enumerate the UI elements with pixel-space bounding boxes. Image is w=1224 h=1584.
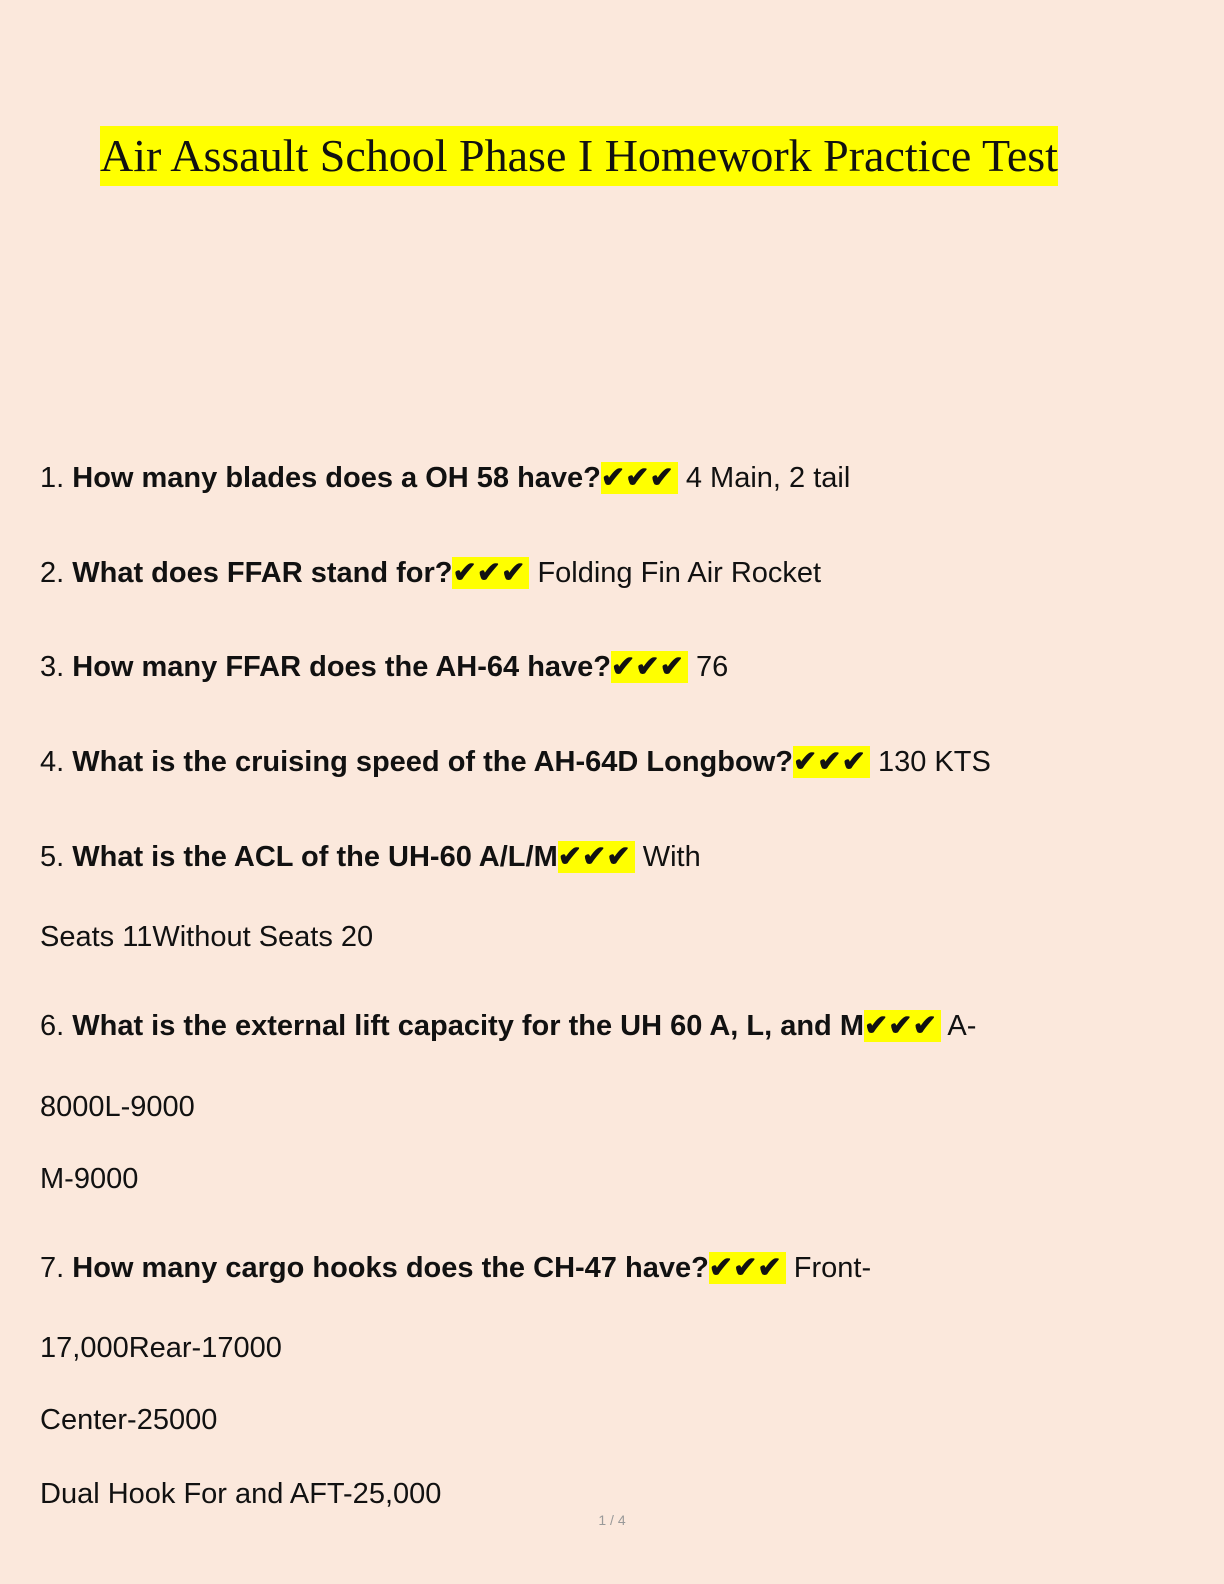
document-title: Air Assault School Phase I Homework Practice Test (100, 126, 1058, 186)
question-number: 4. (40, 746, 65, 778)
question-text: How many FFAR does the AH-64 have? (72, 651, 612, 683)
question-2 (40, 553, 821, 593)
question-text: How many blades does a OH 58 have? (72, 462, 601, 494)
question-4 (40, 742, 991, 782)
question-number: 2. (40, 557, 65, 589)
check-mark-icon: ✔✔✔ (709, 1252, 786, 1284)
answer-continuation: Dual Hook For and AFT-25,000 (40, 1478, 442, 1510)
check-mark-icon: ✔✔✔ (558, 841, 635, 873)
check-mark-icon: ✔✔✔ (452, 557, 529, 589)
question-number: 6. (40, 1010, 65, 1042)
answer-continuation: M-9000 (40, 1163, 139, 1195)
question-7 (40, 1248, 871, 1288)
answer-text: 4 Main, 2 tail (685, 462, 851, 494)
question-6 (40, 1006, 976, 1046)
answer-text: A- (947, 1010, 977, 1042)
page-indicator: 1 / 4 (598, 1512, 626, 1528)
question-text: What is the ACL of the UH-60 A/L/M (72, 841, 558, 873)
answer-continuation: Seats 11Without Seats 20 (40, 921, 374, 953)
answer-continuation: 8000L-9000 (40, 1091, 195, 1123)
answer-text: With (642, 841, 701, 873)
check-mark-icon: ✔✔✔ (793, 746, 870, 778)
answer-text: 130 KTS (877, 746, 991, 778)
question-number: 5. (40, 841, 65, 873)
question-text: What is the cruising speed of the AH-64D Longbow? (72, 746, 793, 778)
answer-continuation: 17,000Rear-17000 (40, 1332, 282, 1364)
answer-continuation: Center-25000 (40, 1404, 218, 1436)
answer-text: 76 (695, 651, 729, 683)
answer-text: Folding Fin Air Rocket (537, 557, 822, 589)
question-text: What is the external lift capacity for the UH 60 A, L, and M (72, 1010, 864, 1042)
question-number: 1. (40, 462, 65, 494)
question-number: 3. (40, 651, 65, 683)
question-text: What does FFAR stand for? (72, 557, 453, 589)
question-number: 7. (40, 1252, 65, 1284)
check-mark-icon: ✔✔✔ (601, 462, 678, 494)
check-mark-icon: ✔✔✔ (864, 1010, 941, 1042)
question-1 (40, 458, 850, 498)
question-5 (40, 837, 701, 877)
question-text: How many cargo hooks does the CH-47 have? (72, 1252, 709, 1284)
answer-text: Front- (793, 1252, 872, 1284)
check-mark-icon: ✔✔✔ (611, 651, 688, 683)
question-3 (40, 647, 728, 687)
